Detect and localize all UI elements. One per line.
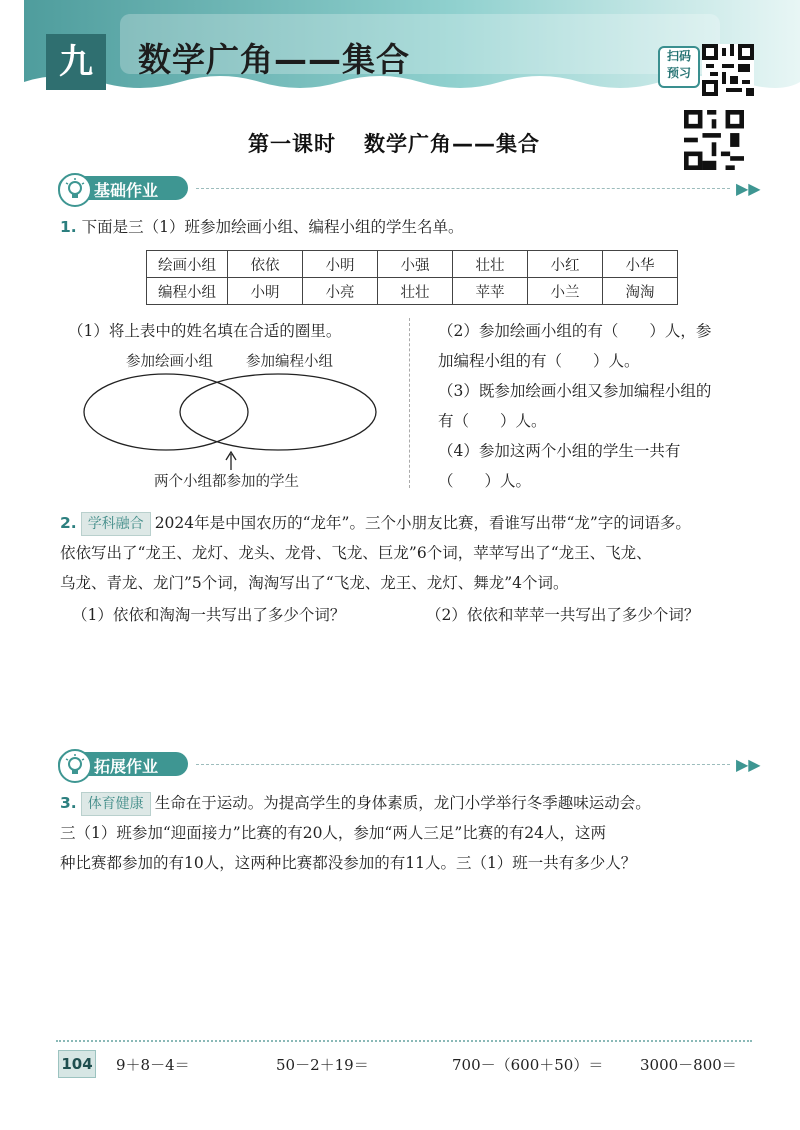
column-divider [409,318,410,488]
table-row [147,278,678,305]
q1-sub4-line2: （ ）人。 [438,472,532,490]
scan-label-line1: 扫码 [666,49,691,63]
subject-tag: 学科融合 [81,512,151,536]
oral-exercise: 3000－800＝ [640,1056,737,1074]
table-cell: 小亮 [303,278,378,305]
table-cell: 小红 [528,251,603,278]
scan-label-line2: 预习 [666,66,691,80]
q2-line1: 2024年是中国农历的“龙年”。三个小朋友比赛，看谁写出带“龙”字的词语多。 [154,514,691,532]
chapter-number: 九 [59,42,93,82]
table-cell: 壮壮 [453,251,528,278]
q3-number: 3. [60,794,77,812]
lesson-title-part2: 数学广角——集合 [364,132,540,156]
table-cell: 绘画小组 [147,251,228,278]
venn-circle-drawing [84,374,248,450]
q2-line3: 乌龙、青龙、龙门”5个词，淘淘写出了“飞龙、龙王、龙灯、舞龙”4个词。 [60,574,569,592]
up-arrow-icon [226,452,236,470]
lightbulb-icon [58,749,92,783]
section-extended-title: 拓展作业 [94,757,159,776]
oral-exercise: 9＋8－4＝ [116,1056,190,1074]
section-basic-title: 基础作业 [94,181,159,200]
footer-divider [56,1040,752,1042]
q1-text: 下面是三（1）班参加绘画小组、编程小组的学生名单。 [81,218,464,236]
lesson-title [248,128,540,158]
page-number: 104 [58,1050,96,1078]
q2-sub2: （2）依依和苹苹一共写出了多少个词？ [426,606,700,624]
q1-sub3-line2: 有（ ）人。 [438,412,547,430]
q1-sub4-line1: （4）参加这两个小组的学生一共有 [438,442,681,460]
section-divider [196,764,730,765]
q1-sub2-line2: 加编程小组的有（ ）人。 [438,352,640,370]
q2-number: 2. [60,514,77,532]
lightbulb-icon [58,173,92,207]
table-cell: 小华 [603,251,678,278]
q1-sub1: （1）将上表中的姓名填在合适的圈里。 [68,322,342,340]
table-cell: 小明 [303,251,378,278]
table-cell: 编程小组 [147,278,228,305]
subject-tag: 体育健康 [81,792,151,816]
q1-sub2-line1: （2）参加绘画小组的有（ ）人，参 [438,322,712,340]
q2-sub1: （1）依依和淘淘一共写出了多少个词？ [72,606,346,624]
table-row [147,251,678,278]
table-cell: 壮壮 [378,278,453,305]
table-cell: 淘淘 [603,278,678,305]
qr-code-icon[interactable] [702,44,754,96]
table-cell: 小强 [378,251,453,278]
section-divider [196,188,730,189]
double-arrow-icon: ▶▶ [736,755,761,774]
table-cell: 苹苹 [453,278,528,305]
venn-left-label: 参加绘画小组 [126,354,213,370]
venn-right-label: 参加编程小组 [246,354,333,370]
venn-circle-coding [180,374,376,450]
table-cell: 小明 [228,278,303,305]
table-cell: 小兰 [528,278,603,305]
scan-preview-label[interactable] [658,46,700,88]
lesson-qr-code-icon[interactable] [684,110,744,170]
oral-exercise: 50－2＋19＝ [276,1056,369,1074]
chapter-title: 数学广角——集合 [138,40,410,79]
q3-line2: 三（1）班参加“迎面接力”比赛的有20人，参加“两人三足”比赛的有24人，这两 [60,824,607,842]
q3-line1: 生命在于运动。为提高学生的身体素质，龙门小学举行冬季趣味运动会。 [154,794,651,812]
double-arrow-icon: ▶▶ [736,179,761,198]
lesson-title-part1: 第一课时 [248,132,336,156]
venn-diagram[interactable] [78,370,388,474]
q1-sub3-line1: （3）既参加绘画小组又参加编程小组的 [438,382,712,400]
venn-bottom-label: 两个小组都参加的学生 [154,474,299,490]
oral-exercise: 700－（600＋50）＝ [452,1056,604,1074]
q1-number: 1. [60,218,77,236]
q2-line2: 依依写出了“龙王、龙灯、龙头、龙骨、飞龙、巨龙”6个词，苹苹写出了“龙王、飞龙、 [60,544,652,562]
table-cell: 依依 [228,251,303,278]
q3-line3: 种比赛都参加的有10人，这两种比赛都没参加的有11人。三（1）班一共有多少人？ [60,854,637,872]
student-names-table [146,250,678,305]
